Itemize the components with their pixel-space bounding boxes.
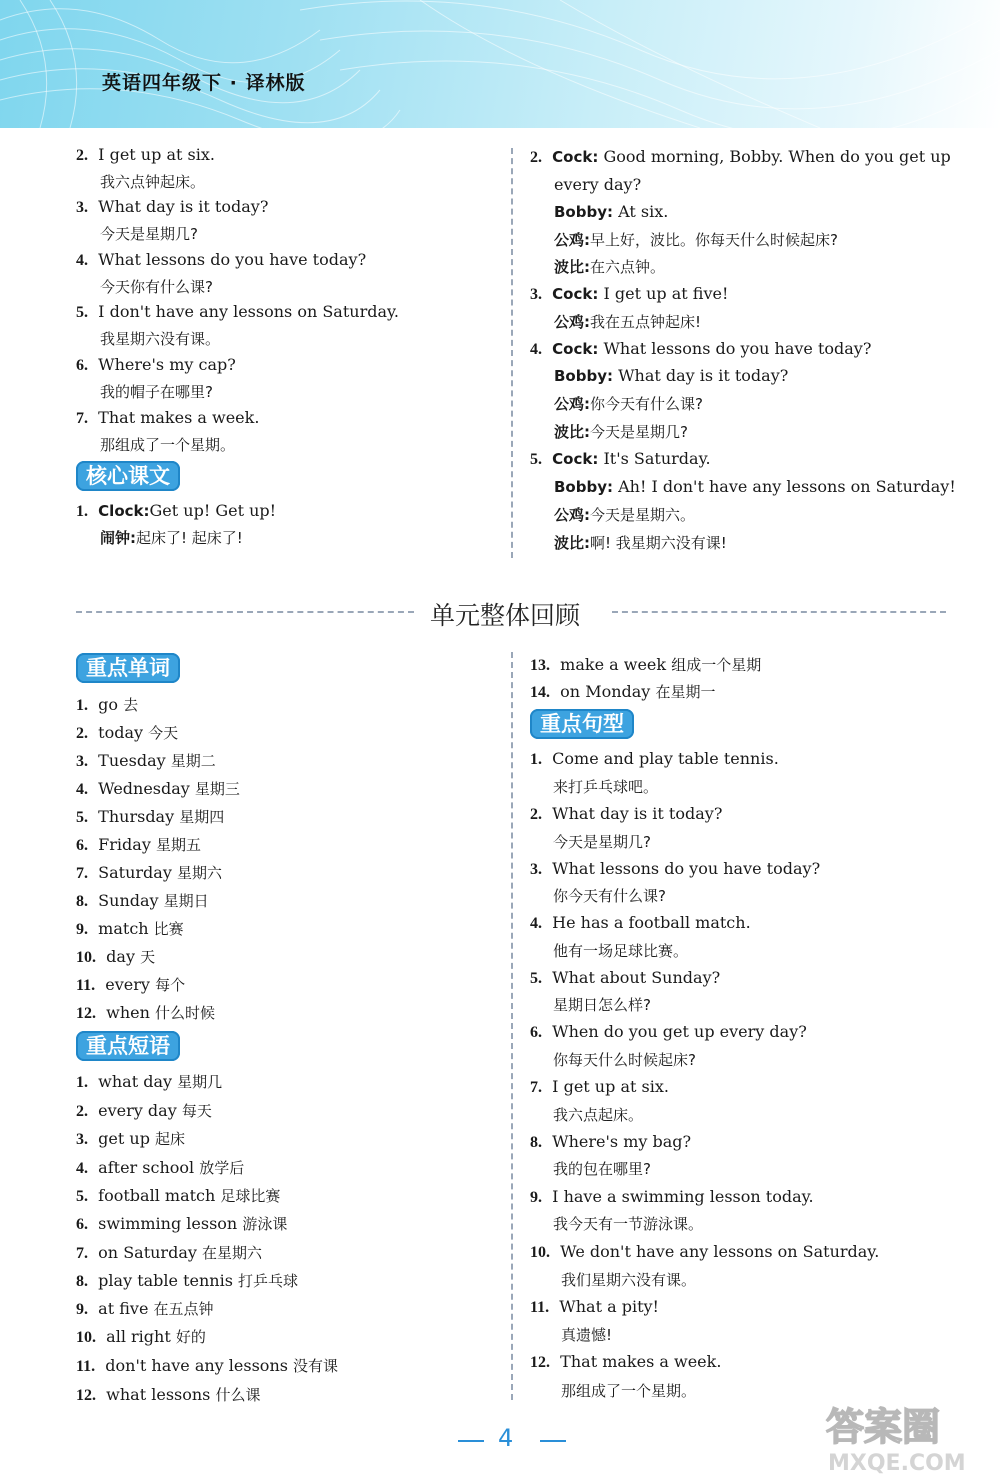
page-number-rule-left bbox=[458, 1440, 484, 1442]
list-item: 12. what lessons 什么课 bbox=[76, 1385, 261, 1404]
list-item: 3. Tuesday 星期二 bbox=[76, 751, 216, 770]
page-header bbox=[0, 0, 1000, 128]
list-item: 13. make a week 组成一个星期 bbox=[530, 655, 762, 674]
list-item: 2. every day 每天 bbox=[76, 1101, 212, 1120]
dialogue-line: Bobby: What day is it today? bbox=[554, 366, 789, 385]
list-item: 9. match 比赛 bbox=[76, 919, 184, 938]
list-item-translation: 我星期六没有课。 bbox=[100, 330, 221, 348]
dialogue-line: Bobby: At six. bbox=[554, 202, 669, 221]
dialogue-line-translation: 闹钟:起床了! 起床了! bbox=[100, 529, 243, 547]
list-item-translation: 他有一场足球比赛。 bbox=[553, 942, 689, 960]
dialogue-line-translation: 波比:在六点钟。 bbox=[554, 258, 666, 276]
dialogue-line: 1. Clock:Get up! Get up! bbox=[76, 501, 277, 520]
list-item: 9. I have a swimming lesson today. bbox=[530, 1187, 814, 1206]
dialogue-line-translation: 公鸡:今天是星期六。 bbox=[554, 506, 696, 524]
list-item: 6. swimming lesson 游泳课 bbox=[76, 1214, 288, 1233]
list-item: 5. Thursday 星期四 bbox=[76, 807, 225, 826]
list-item: 6. Friday 星期五 bbox=[76, 835, 201, 854]
list-item: 7. Saturday 星期六 bbox=[76, 863, 222, 882]
list-item-translation: 今天是星期几? bbox=[100, 225, 198, 243]
list-item: 5. I don't have any lessons on Saturday. bbox=[76, 302, 400, 321]
column-divider-bottom bbox=[511, 652, 513, 1400]
list-item: 2. What day is it today? bbox=[530, 804, 723, 823]
dialogue-line-translation: 波比:啊! 我星期六没有课! bbox=[554, 534, 727, 552]
list-item: 6. Where's my cap? bbox=[76, 355, 236, 374]
dialogue-line: Bobby: Ah! I don't have any lessons on Saturday! bbox=[554, 477, 956, 496]
list-item-translation: 我今天有一节游泳课。 bbox=[553, 1215, 704, 1233]
list-item: 12. when 什么时候 bbox=[76, 1003, 216, 1022]
key-sentences-badge: 重点句型 bbox=[530, 709, 634, 739]
list-item: 3. What day is it today? bbox=[76, 197, 269, 216]
list-item: 10. We don't have any lessons on Saturday. bbox=[530, 1242, 880, 1261]
list-item-translation: 我六点钟起床。 bbox=[100, 173, 206, 191]
list-item: 2. today 今天 bbox=[76, 723, 179, 742]
list-item-translation: 真遗憾! bbox=[561, 1326, 613, 1344]
list-item: 1. go 去 bbox=[76, 695, 139, 714]
list-item-translation: 你今天有什么课? bbox=[553, 887, 666, 905]
dialogue-line: 5. Cock: It's Saturday. bbox=[530, 449, 711, 468]
list-item-translation: 我的帽子在哪里? bbox=[100, 383, 213, 401]
list-item: 1. Come and play table tennis. bbox=[530, 749, 779, 768]
list-item: 10. day 天 bbox=[76, 947, 156, 966]
section-divider-left bbox=[76, 611, 414, 613]
list-item: 11. don't have any lessons 没有课 bbox=[76, 1356, 339, 1375]
section-title: 单元整体回顾 bbox=[430, 601, 581, 630]
list-item-translation: 你每天什么时候起床? bbox=[553, 1051, 696, 1069]
list-item-translation: 星期日怎么样? bbox=[553, 996, 651, 1014]
list-item: 6. When do you get up every day? bbox=[530, 1022, 807, 1041]
list-item: 5. What about Sunday? bbox=[530, 968, 721, 987]
list-item: 3. What lessons do you have today? bbox=[530, 859, 821, 878]
list-item-translation: 那组成了一个星期。 bbox=[561, 1382, 697, 1400]
list-item: 8. play table tennis 打乒乓球 bbox=[76, 1271, 299, 1290]
list-item: 1. what day 星期几 bbox=[76, 1072, 223, 1091]
page-number-rule-right bbox=[540, 1440, 566, 1442]
section-divider-right bbox=[612, 611, 946, 613]
list-item-translation: 我的包在哪里? bbox=[553, 1160, 651, 1178]
page-number: 4 bbox=[498, 1424, 514, 1452]
list-item: 10. all right 好的 bbox=[76, 1327, 206, 1346]
book-title: 英语四年级下 · 译林版 bbox=[102, 72, 306, 94]
dialogue-line-translation: 波比:今天是星期几? bbox=[554, 423, 688, 441]
list-item: 4. Wednesday 星期三 bbox=[76, 779, 240, 798]
dialogue-line: 4. Cock: What lessons do you have today? bbox=[530, 339, 872, 358]
list-item-translation: 今天是星期几? bbox=[553, 833, 651, 851]
core-text-badge: 核心课文 bbox=[76, 461, 180, 491]
list-item: 4. What lessons do you have today? bbox=[76, 250, 367, 269]
list-item: 12. That makes a week. bbox=[530, 1352, 722, 1371]
list-item: 4. after school 放学后 bbox=[76, 1158, 245, 1177]
list-item: 14. on Monday 在星期一 bbox=[530, 682, 716, 701]
list-item: 8. Where's my bag? bbox=[530, 1132, 692, 1151]
list-item: 8. Sunday 星期日 bbox=[76, 891, 209, 910]
list-item: 3. get up 起床 bbox=[76, 1129, 186, 1148]
list-item: 4. He has a football match. bbox=[530, 913, 751, 932]
watermark-title: 答案圈 bbox=[826, 1405, 941, 1449]
list-item-translation: 那组成了一个星期。 bbox=[100, 436, 236, 454]
dialogue-line: 2. Cock: Good morning, Bobby. When do you get up bbox=[530, 147, 951, 166]
watermark-url: MXQE.COM bbox=[828, 1451, 966, 1476]
header-wave-decoration bbox=[0, 0, 1000, 128]
dialogue-line: every day? bbox=[554, 175, 642, 194]
list-item-translation: 我们星期六没有课。 bbox=[561, 1271, 697, 1289]
key-words-badge: 重点单词 bbox=[76, 653, 180, 683]
list-item: 7. I get up at six. bbox=[530, 1077, 669, 1096]
dialogue-line-translation: 公鸡:早上好，波比。你每天什么时候起床? bbox=[554, 231, 838, 249]
dialogue-line-translation: 公鸡:我在五点钟起床! bbox=[554, 313, 702, 331]
list-item: 7. That makes a week. bbox=[76, 408, 260, 427]
dialogue-line-translation: 公鸡:你今天有什么课? bbox=[554, 395, 703, 413]
list-item: 5. football match 足球比赛 bbox=[76, 1186, 281, 1205]
key-phrases-badge: 重点短语 bbox=[76, 1031, 180, 1061]
column-divider-top bbox=[511, 148, 513, 558]
list-item: 9. at five 在五点钟 bbox=[76, 1299, 214, 1318]
list-item: 2. I get up at six. bbox=[76, 145, 215, 164]
list-item: 7. on Saturday 在星期六 bbox=[76, 1243, 263, 1262]
list-item-translation: 我六点起床。 bbox=[553, 1106, 644, 1124]
list-item-translation: 来打乒乓球吧。 bbox=[553, 778, 659, 796]
watermark-logo bbox=[820, 1396, 990, 1476]
list-item: 11. What a pity! bbox=[530, 1297, 659, 1316]
list-item-translation: 今天你有什么课? bbox=[100, 278, 213, 296]
list-item: 11. every 每个 bbox=[76, 975, 186, 994]
dialogue-line: 3. Cock: I get up at five! bbox=[530, 284, 729, 303]
